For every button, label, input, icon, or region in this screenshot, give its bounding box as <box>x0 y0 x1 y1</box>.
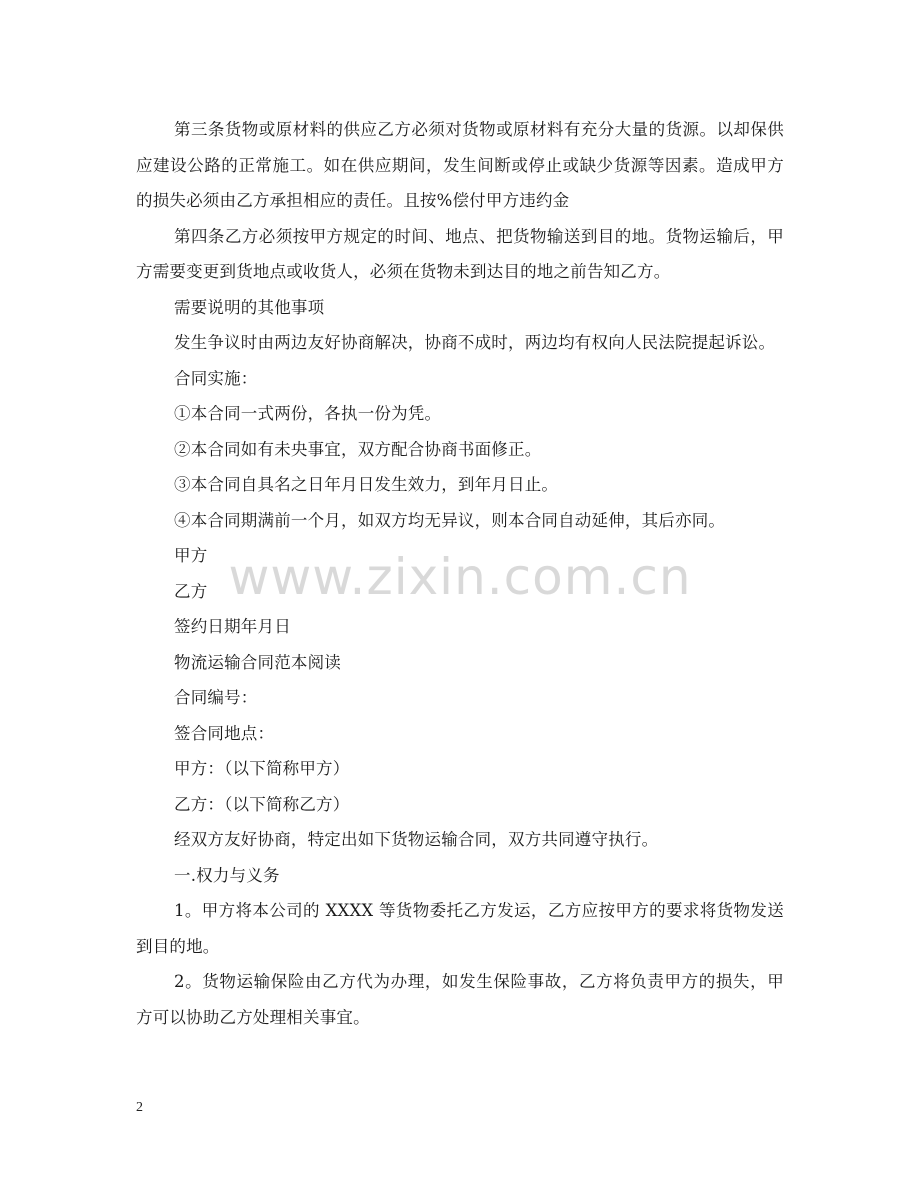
paragraph-article-4: 第四条乙方必须按甲方规定的时间、地点、把货物输送到目的地。货物运输后，甲方需要变更到货地点或收货人，必须在货物未到达目的地之前告知乙方。 <box>136 226 784 281</box>
paragraph-dispute-resolution: 发生争议时由两边友好协商解决，协商不成时，两边均有权向人民法院提起诉讼。 <box>174 333 776 352</box>
paragraph-contract-implementation-heading: 合同实施： <box>174 368 258 388</box>
paragraph-article-3: 第三条货物或原材料的供应乙方必须对货物或原材料有充分大量的货源。以却保供应建设公路的正常施工。如在供应期间，发生间断或停止或缺少货源等因素。造成甲方的损失必须由乙方承担相应的责任。且按%偿付甲方违约金 <box>136 120 784 210</box>
paragraph-clause-1: ①本合同一式两份，各执一份为凭。 <box>174 404 442 423</box>
paragraph-contract-number: 合同编号： <box>174 688 258 707</box>
paragraph-party-a: 甲方 <box>174 546 208 565</box>
document-body <box>136 112 784 1035</box>
page-number: 2 <box>136 1100 143 1115</box>
paragraph-rights-obligations-heading: 一.权力与义务 <box>174 865 280 885</box>
paragraph-party-a-alias: 甲方：（以下简称甲方） <box>174 759 350 778</box>
paragraph-obligation-2: 2。货物运输保险由乙方代为办理，如发生保险事故，乙方将负责甲方的损失，甲方可以协助乙方处理相关事宜。 <box>136 972 784 1027</box>
paragraph-template-title: 物流运输合同范本阅读 <box>174 652 341 672</box>
paragraph-obligation-1: 1。甲方将本公司的 XXXX 等货物委托乙方发运，乙方应按甲方的要求将货物发送到目的地。 <box>136 901 784 956</box>
paragraph-clause-4: ④本合同期满前一个月，如双方均无异议，则本合同自动延伸，其后亦同。 <box>174 510 726 530</box>
watermark-text: www.zixin.com.cn <box>228 548 692 606</box>
paragraph-other-matters-heading: 需要说明的其他事项 <box>174 297 325 317</box>
paragraph-agreement-intro: 经双方友好协商，特定出如下货物运输合同，双方共同遵守执行。 <box>174 830 659 849</box>
paragraph-clause-2: ②本合同如有未央事宜，双方配合协商书面修正。 <box>174 439 542 459</box>
paragraph-party-b: 乙方 <box>174 581 208 601</box>
paragraph-clause-3: ③本合同自具名之日年月日发生效力，到年月日止。 <box>174 475 559 494</box>
paragraph-party-b-alias: 乙方：（以下简称乙方） <box>174 794 350 814</box>
paragraph-signing-location: 签合同地点： <box>174 723 275 743</box>
paragraph-signing-date: 签约日期年月日 <box>174 617 291 636</box>
